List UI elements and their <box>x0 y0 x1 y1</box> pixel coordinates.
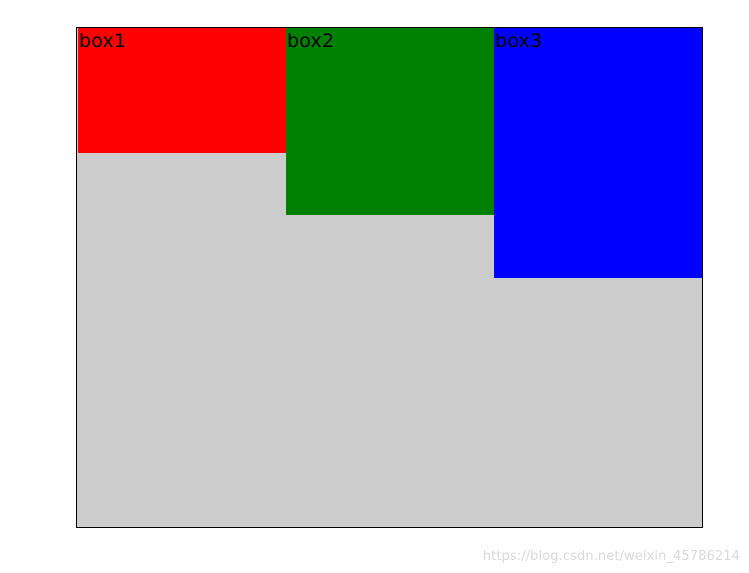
box-2-label: box2 <box>287 30 335 52</box>
float-container <box>76 27 703 528</box>
box-3-label: box3 <box>495 30 543 52</box>
box-2 <box>286 28 494 215</box>
box-1-label: box1 <box>79 30 127 52</box>
box-3 <box>494 28 702 278</box>
watermark-url: https://blog.csdn.net/weixin_45786214 <box>482 549 740 564</box>
box-1 <box>78 28 286 153</box>
